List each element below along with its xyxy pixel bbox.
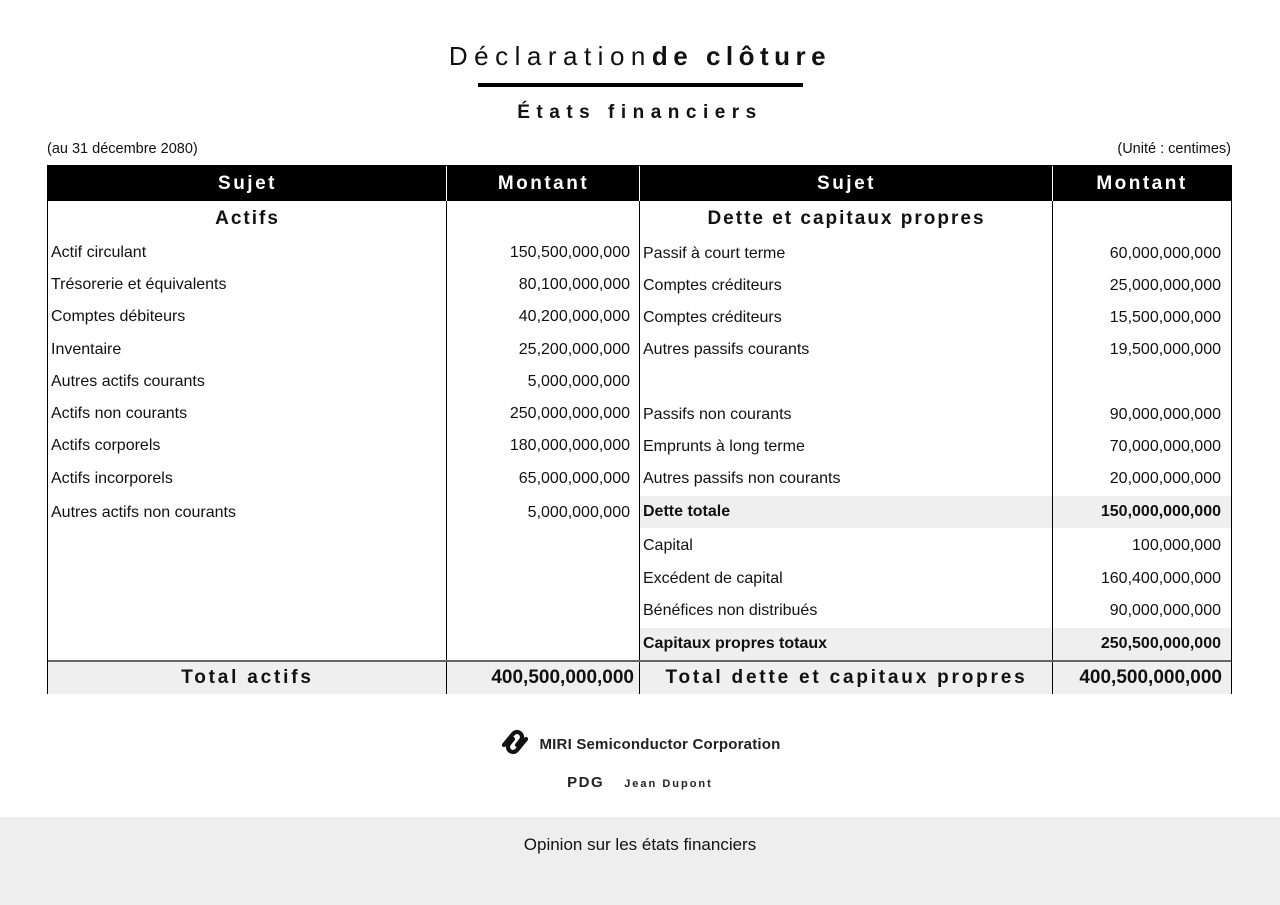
row-label: Passif à court terme [643, 245, 786, 262]
row-amount: 80,100,000,000 [518, 276, 630, 293]
row-label: Comptes créditeurs [643, 309, 782, 326]
table-row [48, 497, 639, 529]
row-label: Comptes créditeurs [643, 277, 782, 294]
column-divider [639, 662, 640, 694]
signatory-name: Jean Dupont [624, 778, 713, 790]
row-amount: 160,400,000,000 [1100, 570, 1221, 587]
company-brand [0, 728, 1280, 756]
row-amount: 25,000,000,000 [1109, 277, 1221, 294]
opinion-title: Opinion sur les états financiers [523, 835, 757, 854]
row-label: Capital [643, 537, 693, 554]
row-label: Comptes débiteurs [51, 308, 186, 325]
table-row [640, 530, 1231, 562]
row-amount: 90,000,000,000 [1109, 602, 1221, 619]
opinion-section [0, 817, 1280, 905]
row-amount: 65,000,000,000 [518, 470, 630, 487]
title-bold: de clôture [651, 41, 832, 71]
row-amount: 25,200,000,000 [518, 341, 630, 358]
table-row [640, 302, 1231, 334]
row-label: Actifs incorporels [51, 470, 173, 487]
title-light: Déclaration [448, 41, 652, 71]
column-divider [446, 662, 447, 694]
row-amount: 40,200,000,000 [518, 308, 630, 325]
table-row [640, 595, 1231, 627]
row-amount: 150,500,000,000 [509, 244, 630, 261]
signatory-role: PDG [567, 774, 605, 791]
table-row [640, 399, 1231, 431]
row-label: Excédent de capital [643, 570, 783, 587]
row-amount: 5,000,000,000 [527, 504, 630, 521]
row-label: Actifs corporels [51, 437, 161, 454]
row-amount: 100,000,000 [1132, 537, 1221, 554]
row-label: Dette totale [643, 503, 731, 520]
chain-link-icon [499, 728, 531, 761]
row-label: Inventaire [51, 341, 122, 358]
balance-sheet-table [47, 165, 1232, 694]
total-liabilities-label: Total dette et capitaux propres [665, 667, 1028, 688]
table-row-equity-total [640, 628, 1231, 660]
header-amount-assets: Montant [497, 173, 590, 194]
table-row [48, 334, 639, 366]
row-amount: 70,000,000,000 [1109, 438, 1221, 455]
row-amount: 15,500,000,000 [1109, 309, 1221, 326]
row-label: Bénéfices non distribués [643, 602, 818, 619]
table-row [48, 366, 639, 398]
document-title [0, 40, 1280, 72]
total-assets-amount: 400,500,000,000 [491, 667, 634, 688]
row-label: Passifs non courants [643, 406, 792, 423]
row-amount: 180,000,000,000 [509, 437, 630, 454]
total-assets-label: Total actifs [181, 667, 314, 688]
row-label: Autres passifs non courants [643, 470, 841, 487]
row-amount: 150,000,000,000 [1100, 503, 1221, 520]
row-label: Autres actifs courants [51, 373, 205, 390]
row-amount: 250,500,000,000 [1100, 635, 1221, 652]
table-row [48, 237, 639, 269]
row-amount: 60,000,000,000 [1109, 245, 1221, 262]
header-amount-liabilities: Montant [1096, 173, 1188, 194]
totals-row [48, 660, 1231, 694]
row-label: Actifs non courants [51, 405, 188, 422]
section-title-assets: Actifs [215, 208, 280, 229]
header-divider [1052, 166, 1053, 201]
row-amount: 5,000,000,000 [527, 373, 630, 390]
row-label: Trésorerie et équivalents [51, 276, 227, 293]
table-row [640, 463, 1231, 495]
table-row [48, 430, 639, 462]
row-label: Actif circulant [51, 244, 147, 261]
table-row [48, 463, 639, 495]
header-subject-assets: Sujet [218, 173, 277, 194]
table-row [640, 270, 1231, 302]
row-amount: 250,000,000,000 [509, 405, 630, 422]
header-divider [446, 166, 447, 201]
table-row [640, 238, 1231, 270]
row-amount: 19,500,000,000 [1109, 341, 1221, 358]
title-divider [478, 83, 803, 87]
row-amount: 90,000,000,000 [1109, 406, 1221, 423]
company-name: MIRI Semiconductor Corporation [539, 736, 781, 753]
row-label: Autres passifs courants [643, 341, 810, 358]
section-title-liabilities: Dette et capitaux propres [707, 208, 986, 229]
header-subject-liabilities: Sujet [817, 173, 876, 194]
table-row-debt-total [640, 496, 1231, 528]
table-row [48, 301, 639, 333]
row-label: Autres actifs non courants [51, 504, 236, 521]
table-row [48, 398, 639, 430]
table-row [640, 431, 1231, 463]
header-divider [639, 166, 640, 201]
document-subtitle: États financiers [517, 102, 763, 123]
column-divider [1052, 662, 1053, 694]
row-label: Capitaux propres totaux [643, 635, 828, 652]
row-amount: 20,000,000,000 [1109, 470, 1221, 487]
signature-line [0, 774, 1280, 794]
table-row [640, 334, 1231, 366]
unit-note: (Unité : centimes) [1117, 141, 1231, 157]
total-liabilities-amount: 400,500,000,000 [1079, 667, 1222, 688]
table-row [640, 563, 1231, 595]
table-row [48, 269, 639, 301]
row-label: Emprunts à long terme [643, 438, 805, 455]
date-note: (au 31 décembre 2080) [47, 141, 198, 157]
